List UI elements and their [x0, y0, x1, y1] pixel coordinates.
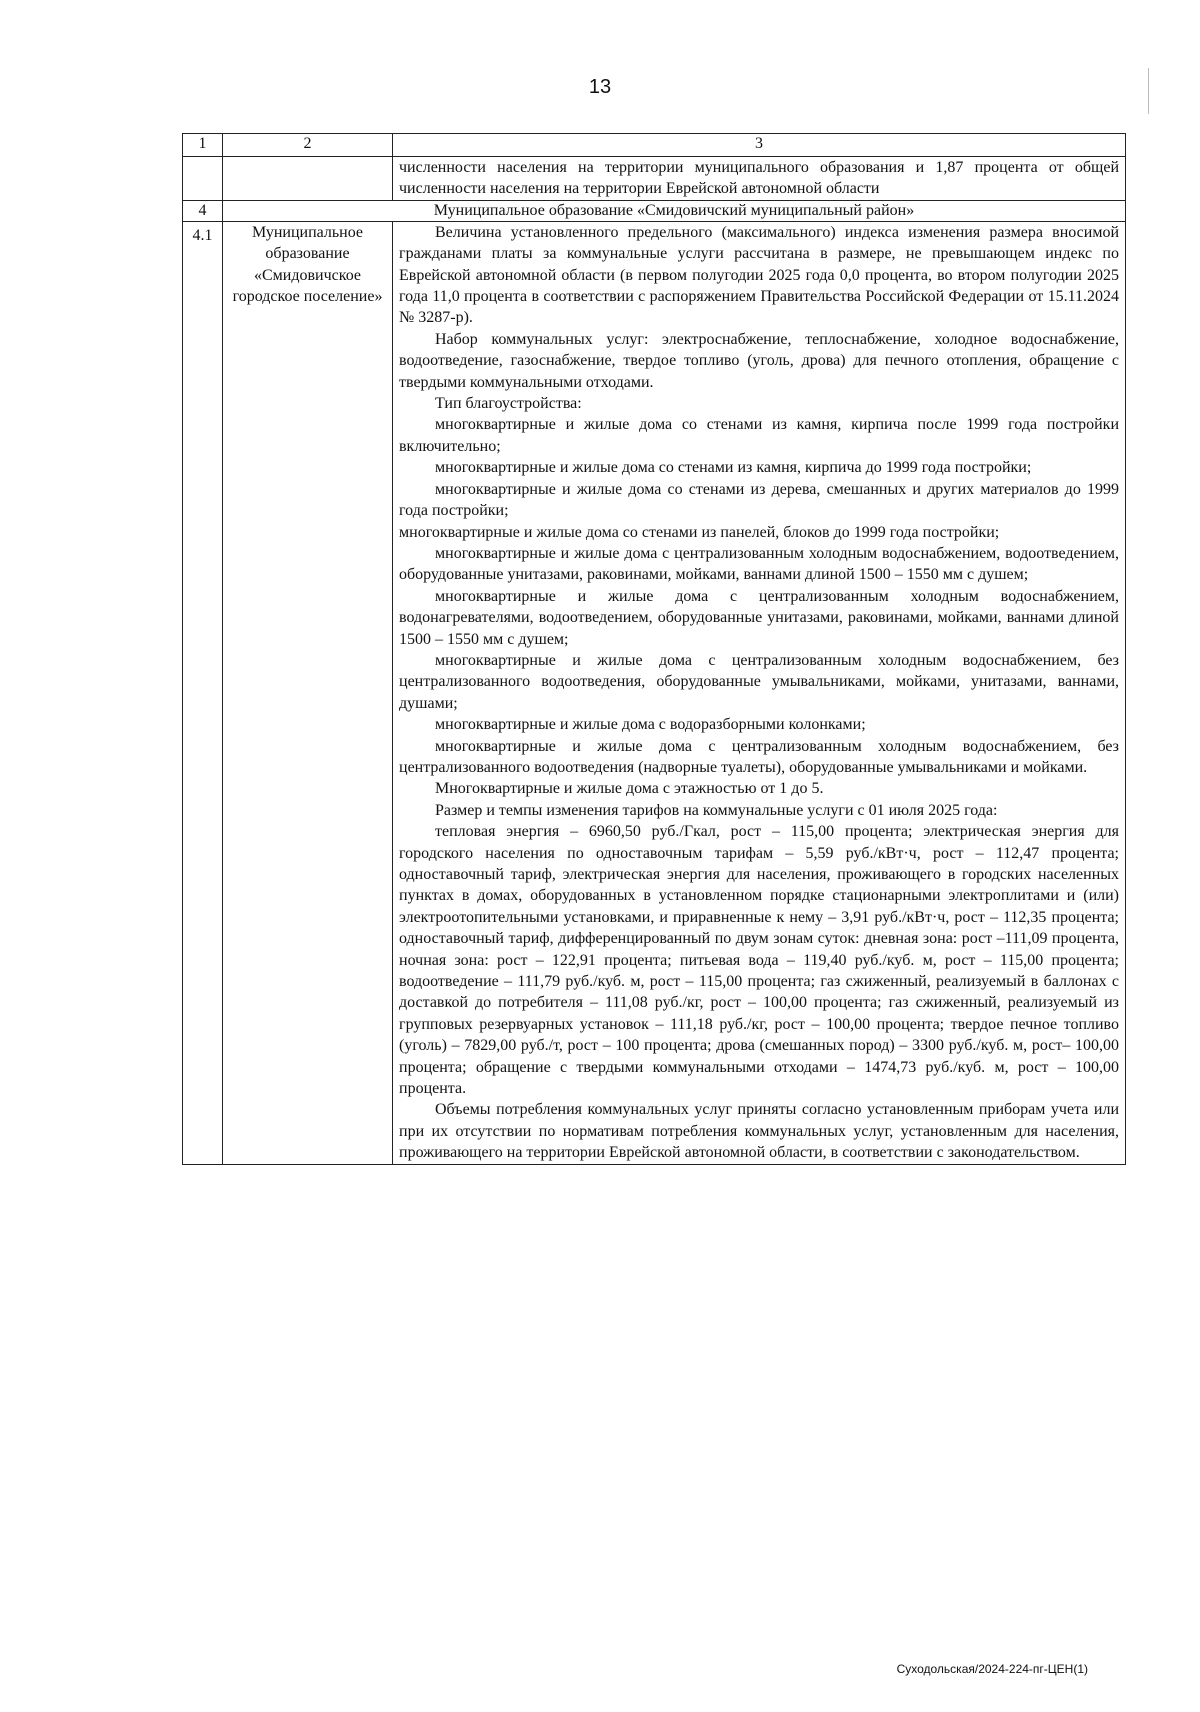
tariff-table	[182, 133, 1126, 1165]
paragraph-housing-type: многоквартирные и жилые дома с централизованным холодным водоснабжением, без централизованного водоотведения, оборудованные умывальниками, мойками, унитазами, ваннами, душами;	[399, 651, 1119, 712]
paragraph-tariffs-heading: Размер и темпы изменения тарифов на коммунальные услуги с 01 июля 2025 года:	[435, 801, 998, 819]
continuation-cell-1	[183, 157, 223, 201]
table-header-row	[183, 134, 1126, 157]
row-description	[393, 221, 1126, 1164]
paragraph-improvement-type-heading: Тип благоустройства:	[435, 395, 582, 413]
section-title: Муниципальное образование «Смидовичский муниципальный район»	[223, 200, 1126, 221]
paragraph-housing-type: многоквартирные и жилые дома с централизованным холодным водоснабжением, без централизованного водоотведения (надворные туалеты), оборудованные умывальниками и мойками.	[399, 737, 1119, 776]
municipality-name: Муниципальное образование «Смидовичское городское поселение»	[223, 221, 393, 1164]
paragraph-housing-type: многоквартирные и жилые дома со стенами из дерева, смешанных и других материалов до 1999 года постройки;	[399, 480, 1119, 520]
paragraph-housing-type: многоквартирные и жилые дома с водоразборными колонками;	[435, 716, 866, 734]
continuation-text: численности населения на территории муниципального образования и 1,87 процента от общей численности населения на территории Еврейской автономной области	[393, 157, 1126, 201]
header-col-1: 1	[183, 134, 223, 157]
continuation-row	[183, 157, 1126, 201]
paragraph-services-set: Набор коммунальных услуг: электроснабжение, теплоснабжение, холодное водоснабжение, водоотведение, газоснабжение, твердое топливо (уголь, дрова) для печного отопления, обращение с твердыми коммунальными отходами.	[399, 330, 1119, 391]
paragraph-floors: Многоквартирные и жилые дома с этажностью от 1 до 5.	[435, 780, 824, 798]
section-number: 4	[183, 200, 223, 221]
continuation-cell-2	[223, 157, 393, 201]
row-number: 4.1	[183, 221, 223, 1164]
scan-edge-mark	[1148, 68, 1149, 114]
paragraph-housing-type: многоквартирные и жилые дома со стенами из камня, кирпича до 1999 года постройки;	[435, 459, 1032, 477]
page-number: 13	[588, 76, 612, 98]
header-col-3: 3	[393, 134, 1126, 157]
paragraph-housing-type: многоквартирные и жилые дома со стенами из панелей, блоков до 1999 года постройки;	[399, 523, 1000, 541]
paragraph-housing-type: многоквартирные и жилые дома с централизованным холодным водоснабжением, водонагревателями, водоотведением, оборудованные унитазами, раковинами, мойками, ваннами длиной 1500 – 1550 мм с душем;	[399, 587, 1119, 648]
paragraph-housing-type: многоквартирные и жилые дома со стенами из камня, кирпича после 1999 года постройки включительно;	[399, 416, 1119, 455]
table-row	[183, 221, 1126, 1164]
document-footer: Суходольская/2024-224-пг-ЦЕН(1)	[896, 1662, 1088, 1676]
header-col-2: 2	[223, 134, 393, 157]
paragraph-tariffs: тепловая энергия – 6960,50 руб./Гкал, рост – 115,00 процента; электрическая энергия для городского населения по одноставочным тарифам – 5,59 руб./кВт·ч, рост – 112,47 процента; одноставочный тариф, электрическая энергия для населения, проживающего в городских населенных пунктах в домах, оборудованных в установленном порядке стационарными электроплитами и (или) электроотопительными установками, и приравненные к нему – 3,91 руб./кВт·ч, рост – 112,35 процента; одноставочный тариф, дифференцированный по двум зонам суток: дневная зона: рост –111,09 процента, ночная зона: рост – 122,91 процента; питьевая вода – 119,40 руб./куб. м, рост – 115,00 процента; водоотведение – 111,79 руб./куб. м, рост – 115,00 процента; газ сжиженный, реализуемый в баллонах с доставкой до потребителя – 111,08 руб./кг, рост – 100,00 процента; газ сжиженный, реализуемый из групповых резервуарных установок – 111,18 руб./кг, рост – 100,00 процента; твердое печное топливо (уголь) – 7829,00 руб./т, рост – 100 процента; дрова (смешанных пород) – 3300 руб./куб. м, рост– 100,00 процента; обращение с твердыми коммунальными отходами – 1474,73 руб./куб. м, рост – 100,00 процента.	[399, 823, 1119, 1098]
paragraph-consumption-volumes: Объемы потребления коммунальных услуг приняты согласно установленным приборам учета или при их отсутствии по нормативам потребления коммунальных услуг, установленным для населения, проживающего на территории Еврейской автономной области, в соответствии с законодательством.	[399, 1101, 1119, 1162]
paragraph-index-limit: Величина установленного предельного (максимального) индекса изменения размера вносимой гражданами платы за коммунальные услуги рассчитана в размере, не превышающем индекс по Еврейской автономной области (в первом полугодии 2025 года 0,0 процента, во втором полугодии 2025 года 11,0 процента в соответствии с распоряжением Правительства Российской Федерации от 15.11.2024 № 3287-р).	[399, 223, 1119, 327]
section-row	[183, 200, 1126, 221]
paragraph-housing-type: многоквартирные и жилые дома с централизованным холодным водоснабжением, водоотведением, оборудованные унитазами, раковинами, мойками, ваннами длиной 1500 – 1550 мм с душем;	[399, 544, 1119, 584]
